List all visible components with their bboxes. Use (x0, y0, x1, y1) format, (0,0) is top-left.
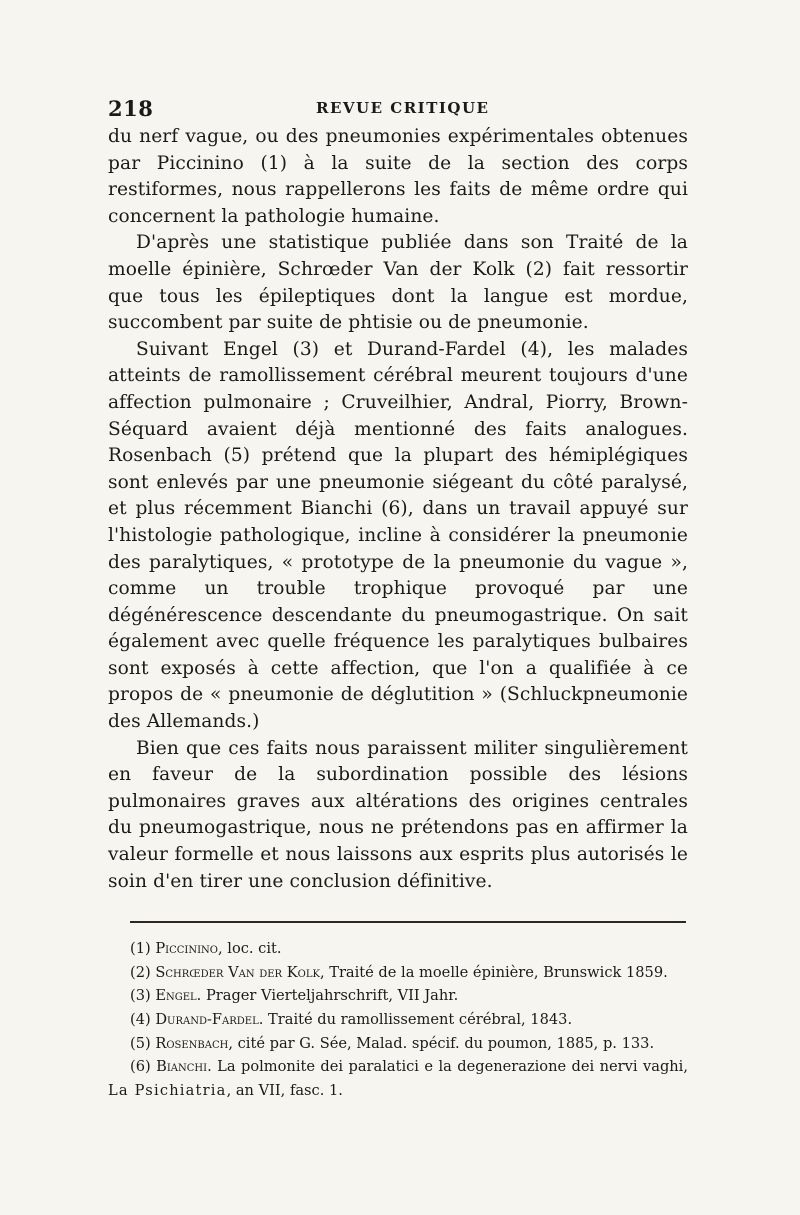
footnote-number: (5) (130, 1034, 151, 1052)
footnotes (108, 937, 688, 1102)
footnote-number: (6) (130, 1058, 151, 1076)
footnote (108, 1032, 688, 1056)
body-text (108, 124, 688, 895)
footnote-tail: , an VII, fasc. 1. (226, 1081, 343, 1099)
footnote (108, 1008, 688, 1032)
paragraph: Suivant Engel (3) et Durand-Fardel (4), les malades atteints de ramollissement cérébral meurent toujours d'une affection pulmonaire ; Cruveilhier, Andral, Piorry, Brown-Séquard avaient déjà mentionné des faits analogues. Rosenbach (5) prétend que la plupart des hémiplégiques sont enlevés par une pneumonie siégeant du côté paralysé, et plus récemment Bianchi (6), dans un travail appuyé sur l'histologie pathologique, incline à considérer la pneumonie des paralytiques, « prototype de la pneumonie du vague », comme un trouble trophique provoqué par une dégénérescence descendante du pneumogastrique. On sait également avec quelle fréquence les paralytiques bulbaires sont exposés à cette affection, que l'on a qualifiée à ce propos de « pneumonie de déglutition » (Schluckpneumonie des Allemands.) (108, 338, 688, 733)
footnote (108, 961, 688, 985)
footnote-number: (1) (130, 940, 151, 958)
footnote-journal: La Psichiatria (108, 1081, 227, 1099)
footnote-number: (4) (130, 1011, 151, 1028)
footnote-text: . Traité du ramollissement cérébral, 1843. (258, 1011, 573, 1028)
page-number: 218 (108, 96, 154, 121)
footnote (108, 984, 688, 1008)
document-page (108, 96, 688, 1102)
page-header (108, 96, 688, 124)
footnote-author: Rosenbach (155, 1034, 229, 1052)
footnote-text: . Prager Vierteljahrschrift, VII Jahr. (196, 987, 459, 1005)
footnote-author: Bianchi (156, 1058, 208, 1076)
running-head: REVUE CRITIQUE (316, 99, 490, 117)
footnote-text: , cité par G. Sée, Malad. spécif. du poumon, 1885, p. 133. (228, 1034, 655, 1052)
footnote-number: (2) (130, 963, 151, 981)
paragraph: D'après une statistique publiée dans son Traité de la moelle épinière, Schrœder Van der Kolk (2) fait ressortir que tous les épileptiques dont la langue est mordue, succombent par suite de phtisie ou de pneumonie. (108, 232, 688, 334)
footnote-number: (3) (130, 987, 151, 1005)
paragraph: Bien que ces faits nous paraissent militer singulièrement en faveur de la subordination possible des lésions pulmonaires graves aux altérations des origines centrales du pneumogastrique, nous ne prétendons pas en affirmer la valeur formelle et nous laissons aux esprits plus autorisés le soin d'en tirer une conclusion définitive. (108, 737, 688, 892)
footnote-text: , loc. cit. (218, 940, 282, 958)
footnote-author: Durand-Fardel (155, 1011, 259, 1028)
footnote-author: Schrœder Van der Kolk (155, 963, 320, 981)
footnote (108, 1055, 688, 1102)
footnote-author: Piccinino (155, 940, 218, 958)
footnote (108, 937, 688, 961)
paragraph: du nerf vague, ou des pneumonies expérimentales obtenues par Piccinino (1) à la suite de la section des corps restiformes, nous rappellerons les faits de même ordre qui concernent la pathologie humaine. (108, 126, 688, 227)
footnote-text: . La polmonite dei paralatici e la degenerazione dei nervi vaghi, (207, 1058, 688, 1076)
footnote-divider (130, 921, 686, 923)
footnote-author: Engel (155, 987, 197, 1005)
footnote-text: , Traité de la moelle épinière, Brunswick 1859. (319, 963, 668, 981)
